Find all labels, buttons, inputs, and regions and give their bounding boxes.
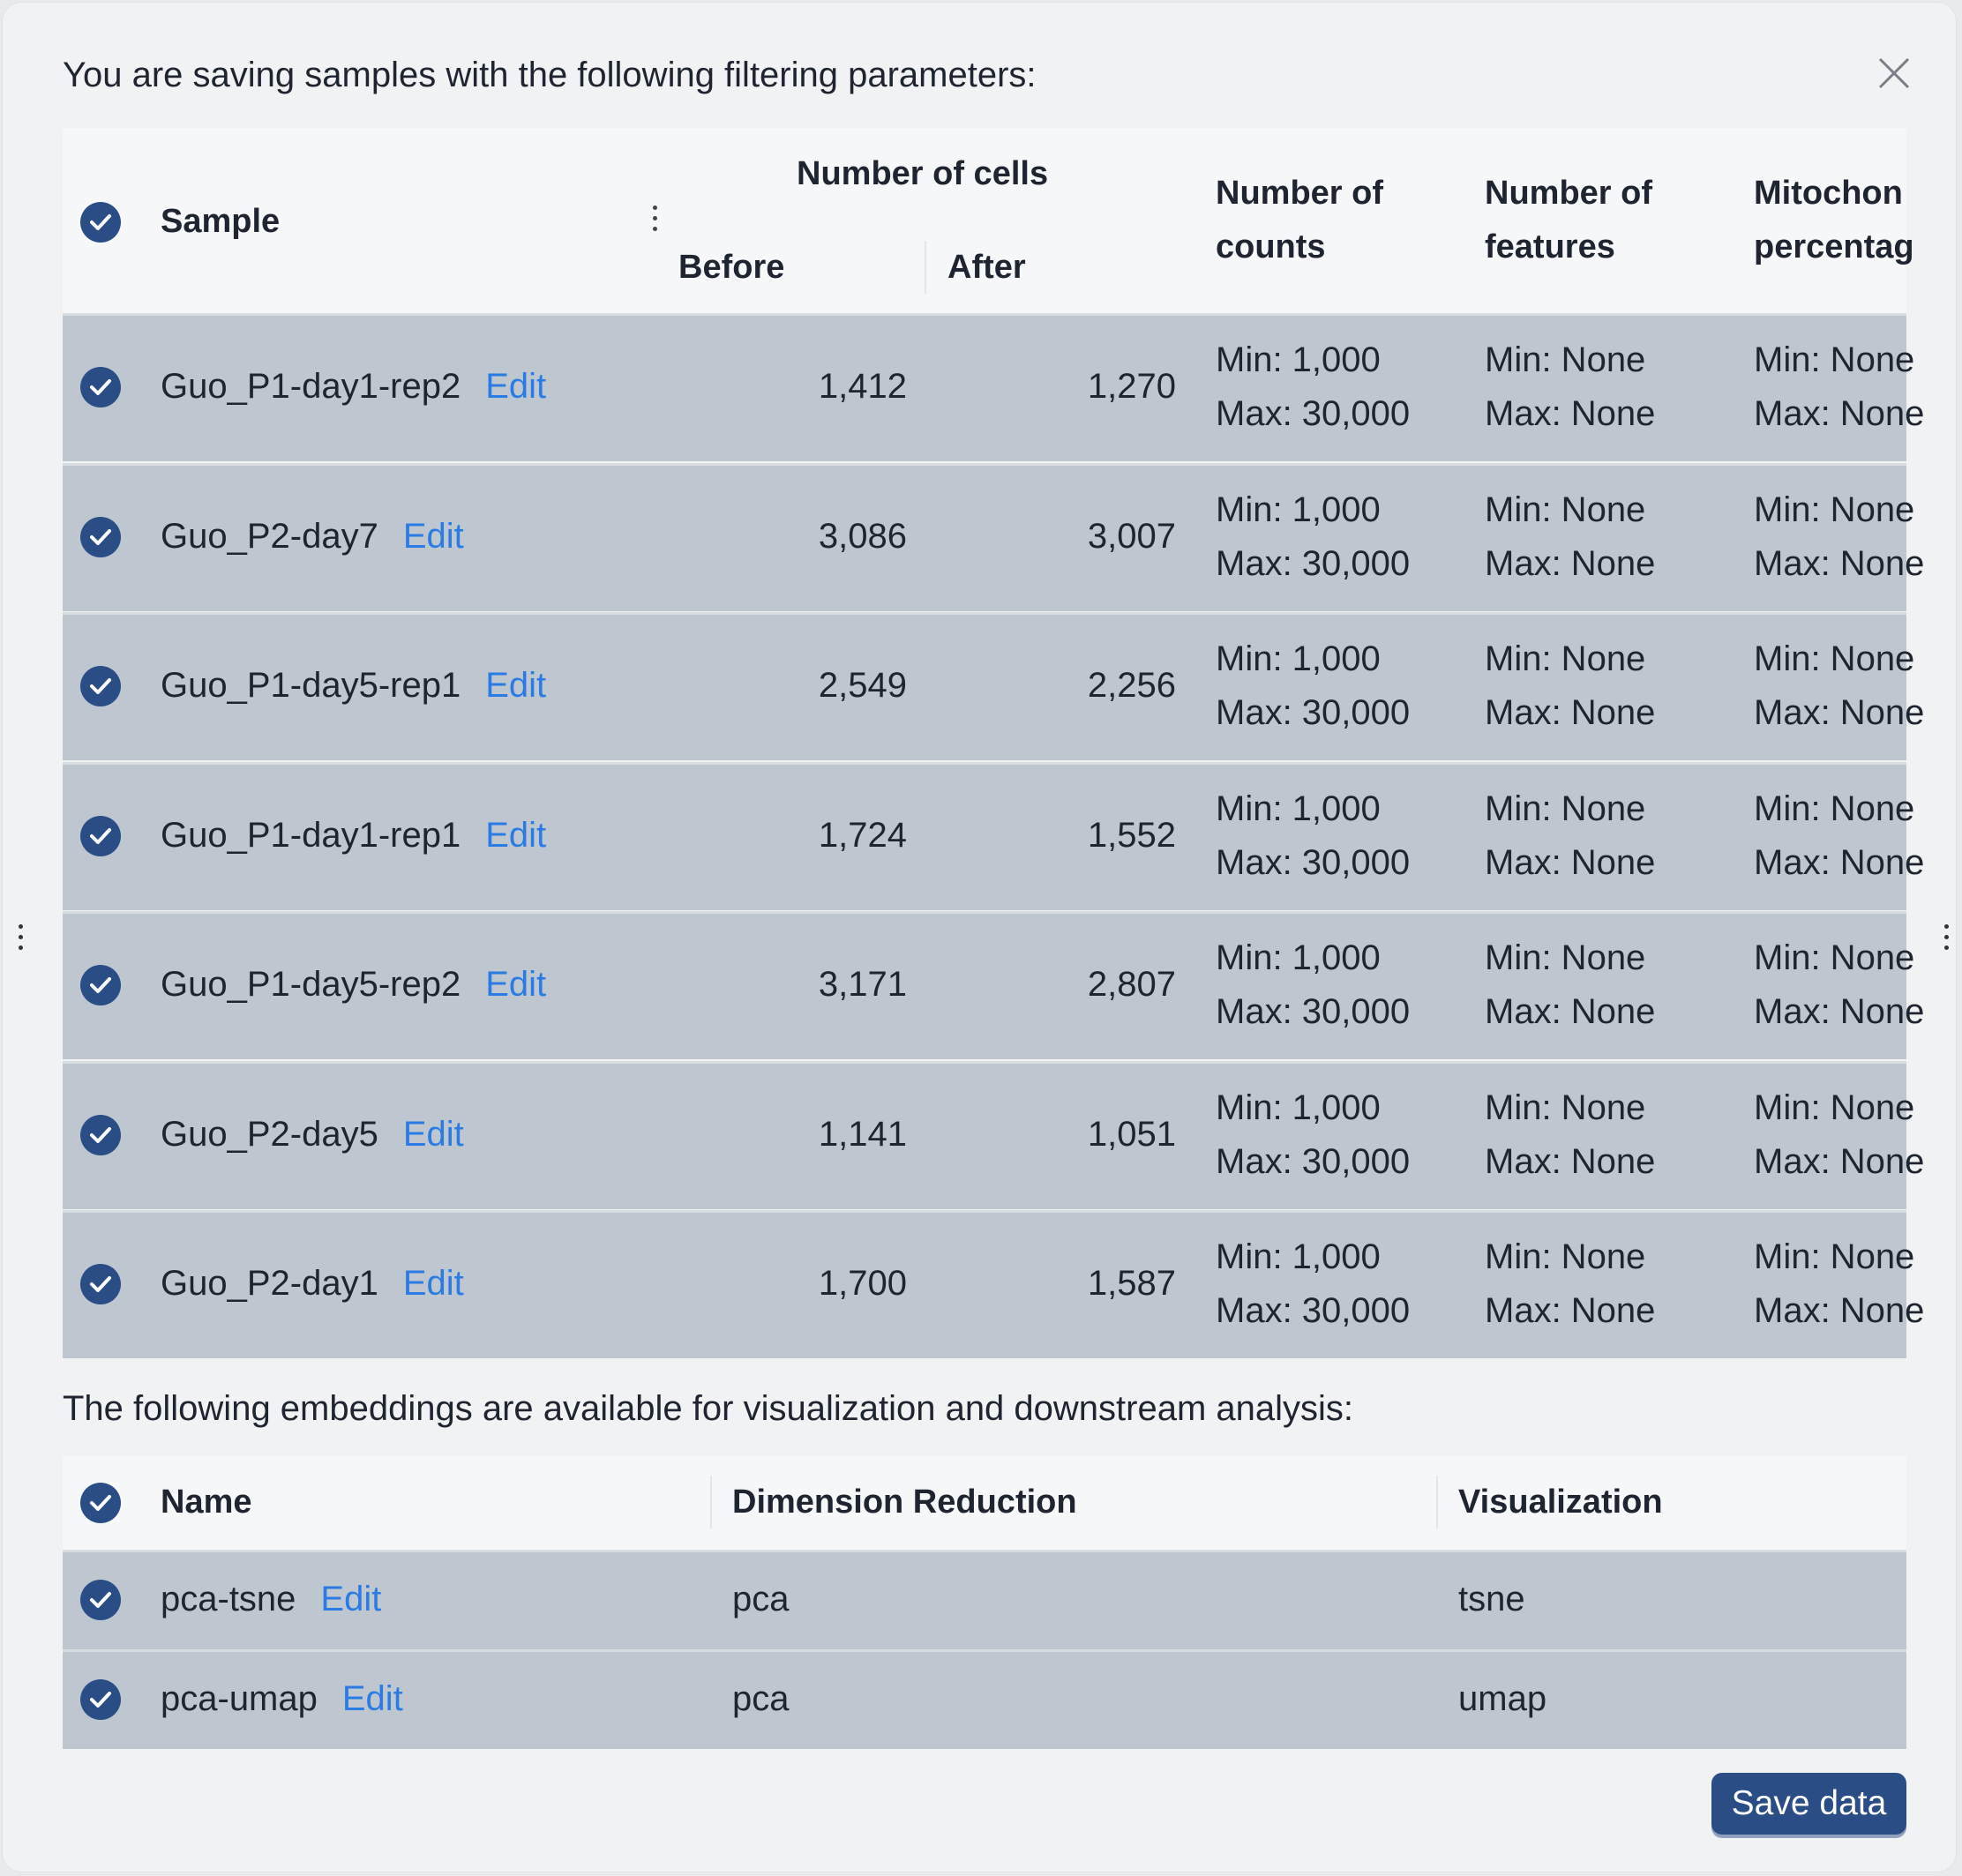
mito-max: Max: None (1754, 394, 1925, 433)
features-max: Max: None (1485, 543, 1656, 583)
sample-name: Guo_P1-day5-rep2 (161, 965, 461, 1004)
sample-name-cell (161, 659, 546, 713)
sample-row (63, 463, 1925, 611)
mito-max: Max: None (1754, 1141, 1925, 1181)
counts-filter (1216, 782, 1410, 890)
embedding-name: pca-tsne (161, 1580, 296, 1618)
header-sample: Sample (161, 203, 281, 240)
features-max: Max: None (1485, 693, 1656, 732)
counts-min: Min: 1,000 (1216, 1237, 1381, 1276)
cells-before: 3,171 (818, 965, 907, 1004)
counts-filter (1216, 1230, 1410, 1338)
header-number-of-counts (1216, 167, 1383, 274)
sample-row-checkbox[interactable] (80, 816, 121, 856)
edit-sample-link[interactable]: Edit (485, 815, 547, 855)
mito-max: Max: None (1754, 842, 1925, 882)
filter-intro-text: You are saving samples with the following filtering parameters: (63, 56, 1037, 94)
select-all-samples-checkbox[interactable] (80, 202, 121, 243)
mito-min: Min: None (1754, 789, 1915, 828)
sample-row-checkbox[interactable] (80, 965, 121, 1005)
cells-after: 2,807 (1087, 965, 1176, 1004)
cells-after: 3,007 (1087, 516, 1176, 556)
features-max: Max: None (1485, 394, 1656, 433)
left-resize-handle[interactable] (16, 924, 25, 960)
edit-sample-link[interactable]: Edit (402, 516, 464, 556)
select-all-embeddings-checkbox[interactable] (80, 1483, 121, 1523)
embeddings-table-header (63, 1456, 1906, 1550)
embeddings-table (63, 1456, 1906, 1750)
sample-name: Guo_P1-day1-rep2 (161, 367, 461, 406)
counts-max: Max: 30,000 (1216, 394, 1411, 433)
header-number-of-cells: Number of cells (797, 155, 1049, 192)
features-filter (1485, 632, 1655, 740)
embedding-name-cell (161, 1672, 403, 1726)
right-resize-handle[interactable] (1942, 924, 1951, 960)
sample-name-cell (161, 809, 546, 863)
sample-row (63, 1061, 1925, 1209)
sample-row (63, 911, 1925, 1059)
embedding-name-cell (161, 1573, 381, 1626)
samples-table-header (63, 128, 1914, 316)
sample-row (63, 762, 1925, 910)
features-filter (1485, 1230, 1655, 1338)
features-filter (1485, 1081, 1655, 1189)
header-counts-line2: counts (1216, 228, 1326, 265)
cells-after: 1,552 (1087, 815, 1176, 855)
counts-max: Max: 30,000 (1216, 992, 1411, 1031)
counts-filter (1216, 632, 1410, 740)
features-filter (1485, 782, 1655, 890)
sample-name-cell (161, 1108, 464, 1162)
sample-row-checkbox[interactable] (80, 517, 121, 557)
counts-filter (1216, 1081, 1410, 1189)
embedding-row (63, 1550, 1906, 1649)
edit-embedding-link[interactable]: Edit (320, 1580, 382, 1618)
mito-min: Min: None (1754, 938, 1915, 977)
features-filter (1485, 931, 1655, 1039)
sample-row (63, 612, 1925, 760)
header-name: Name (161, 1484, 252, 1521)
counts-min: Min: 1,000 (1216, 1087, 1381, 1127)
features-max: Max: None (1485, 842, 1656, 882)
features-min: Min: None (1485, 1087, 1646, 1127)
save-data-modal (2, 2, 1957, 1872)
cells-after: 1,051 (1087, 1114, 1176, 1154)
sample-name-cell (161, 1257, 464, 1311)
visualization-value: tsne (1458, 1580, 1525, 1618)
counts-min: Min: 1,000 (1216, 340, 1381, 379)
column-menu-icon[interactable] (650, 206, 659, 241)
header-counts-line1: Number of (1216, 175, 1383, 212)
cells-after: 1,587 (1087, 1264, 1176, 1303)
features-min: Min: None (1485, 639, 1646, 678)
edit-embedding-link[interactable]: Edit (341, 1679, 403, 1718)
features-filter (1485, 333, 1655, 441)
sample-name: Guo_P1-day1-rep1 (161, 815, 461, 855)
features-min: Min: None (1485, 938, 1646, 977)
header-before: Before (678, 249, 785, 286)
header-dimension-reduction: Dimension Reduction (732, 1484, 1077, 1521)
counts-filter (1216, 483, 1410, 591)
save-data-button[interactable]: Save data (1711, 1773, 1906, 1835)
sample-row (63, 313, 1925, 461)
counts-filter (1216, 333, 1410, 441)
mito-filter (1754, 931, 1925, 1039)
mito-max: Max: None (1754, 992, 1925, 1031)
sample-name: Guo_P2-day5 (161, 1114, 378, 1154)
edit-sample-link[interactable]: Edit (485, 367, 547, 406)
header-mitochondrial-percentage (1754, 167, 1914, 274)
features-max: Max: None (1485, 992, 1656, 1031)
header-mito-line1: Mitochon (1754, 175, 1903, 212)
features-max: Max: None (1485, 1291, 1656, 1330)
sample-row-checkbox[interactable] (80, 1264, 121, 1304)
header-features-line1: Number of (1485, 175, 1652, 212)
cells-before: 1,724 (818, 815, 907, 855)
close-icon[interactable] (1869, 49, 1919, 98)
cells-before: 3,086 (818, 516, 907, 556)
counts-max: Max: 30,000 (1216, 1141, 1411, 1181)
header-features-line2: features (1485, 228, 1615, 265)
header-number-of-features (1485, 167, 1652, 274)
features-min: Min: None (1485, 1237, 1646, 1276)
cells-before: 1,412 (818, 367, 907, 406)
visualization-value: umap (1458, 1679, 1547, 1718)
counts-min: Min: 1,000 (1216, 490, 1381, 529)
sample-name-cell (161, 958, 546, 1012)
features-filter (1485, 483, 1655, 591)
mito-min: Min: None (1754, 1237, 1915, 1276)
counts-min: Min: 1,000 (1216, 938, 1381, 977)
edit-sample-link[interactable]: Edit (485, 666, 547, 705)
mito-filter (1754, 632, 1925, 740)
cells-before: 1,700 (818, 1264, 907, 1303)
embedding-row-checkbox[interactable] (80, 1580, 121, 1620)
cells-after: 1,270 (1087, 367, 1176, 406)
sample-row (63, 1210, 1925, 1358)
embedding-row (63, 1649, 1906, 1749)
mito-filter (1754, 782, 1925, 890)
mito-max: Max: None (1754, 693, 1925, 732)
samples-table (63, 128, 1925, 1359)
edit-sample-link[interactable]: Edit (402, 1264, 464, 1303)
counts-max: Max: 30,000 (1216, 543, 1411, 583)
cells-before: 2,549 (818, 666, 907, 705)
sample-name: Guo_P1-day5-rep1 (161, 666, 461, 705)
embedding-name: pca-umap (161, 1679, 318, 1718)
counts-min: Min: 1,000 (1216, 789, 1381, 828)
sample-name-cell (161, 510, 464, 564)
cells-after: 2,256 (1087, 666, 1176, 705)
counts-min: Min: 1,000 (1216, 639, 1381, 678)
dimension-reduction-value: pca (732, 1580, 790, 1618)
counts-max: Max: 30,000 (1216, 693, 1411, 732)
sample-row-checkbox[interactable] (80, 1115, 121, 1155)
header-mito-line2: percentag (1754, 228, 1914, 265)
mito-max: Max: None (1754, 1291, 1925, 1330)
counts-filter (1216, 931, 1410, 1039)
sample-row-checkbox[interactable] (80, 367, 121, 407)
counts-max: Max: 30,000 (1216, 1291, 1411, 1330)
mito-min: Min: None (1754, 340, 1915, 379)
edit-sample-link[interactable]: Edit (485, 965, 547, 1004)
embeddings-intro-text: The following embeddings are available for visualization and downstream analysis: (63, 1389, 1354, 1428)
edit-sample-link[interactable]: Edit (402, 1114, 464, 1154)
mito-filter (1754, 1230, 1925, 1338)
header-visualization: Visualization (1458, 1484, 1663, 1521)
mito-min: Min: None (1754, 639, 1915, 678)
features-min: Min: None (1485, 340, 1646, 379)
mito-filter (1754, 483, 1925, 591)
mito-max: Max: None (1754, 543, 1925, 583)
features-max: Max: None (1485, 1141, 1656, 1181)
mito-filter (1754, 333, 1925, 441)
mito-filter (1754, 1081, 1925, 1189)
features-min: Min: None (1485, 490, 1646, 529)
features-min: Min: None (1485, 789, 1646, 828)
counts-max: Max: 30,000 (1216, 842, 1411, 882)
mito-min: Min: None (1754, 1087, 1915, 1127)
sample-name: Guo_P2-day1 (161, 1264, 378, 1303)
sample-row-checkbox[interactable] (80, 666, 121, 706)
sample-name-cell (161, 360, 546, 414)
embedding-row-checkbox[interactable] (80, 1679, 121, 1720)
header-after: After (947, 249, 1026, 286)
cells-before: 1,141 (818, 1114, 907, 1154)
mito-min: Min: None (1754, 490, 1915, 529)
dimension-reduction-value: pca (732, 1679, 790, 1718)
sample-name: Guo_P2-day7 (161, 516, 378, 556)
